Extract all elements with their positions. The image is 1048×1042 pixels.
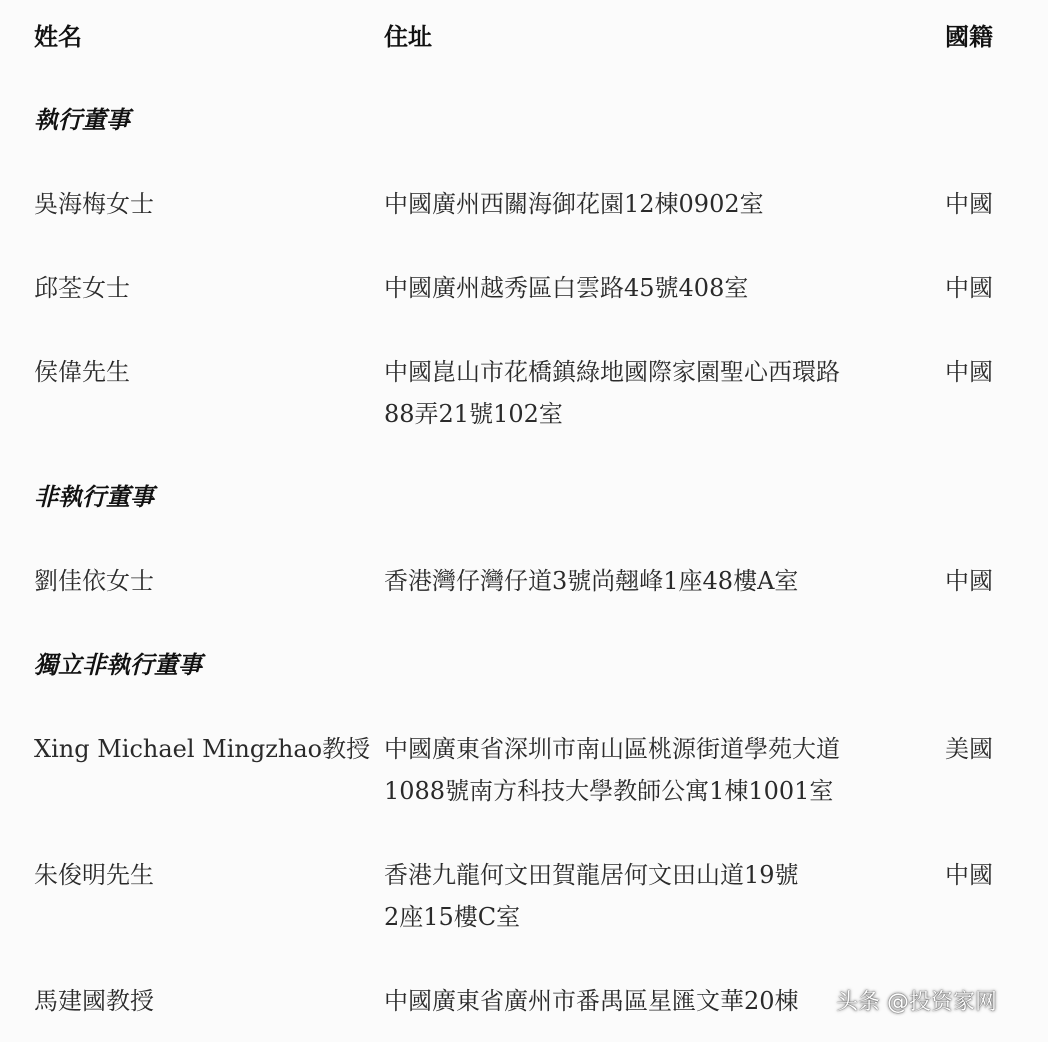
director-name: 劉佳依女士 — [34, 567, 154, 595]
header-nationality: 國籍 — [945, 23, 993, 51]
address-line: 2座15樓C室 — [384, 903, 521, 931]
director-address — [384, 728, 840, 812]
header-name: 姓名 — [34, 23, 82, 51]
section-title-independent: 獨立非執行董事 — [34, 651, 202, 679]
section-title-executive: 執行董事 — [34, 106, 130, 134]
director-name: 朱俊明先生 — [34, 861, 154, 889]
director-nationality: 美國 — [945, 735, 993, 763]
address-line: 中國廣東省深圳市南山區桃源街道學苑大道 — [384, 735, 840, 763]
director-nationality: 中國 — [945, 567, 993, 595]
address-line: 中國廣東省廣州市番禺區星匯文華20棟 — [384, 987, 799, 1015]
director-name: 邱荃女士 — [34, 274, 130, 302]
director-nationality: 中國 — [945, 358, 993, 386]
header-address: 住址 — [384, 23, 432, 51]
director-name: 吳海梅女士 — [34, 190, 154, 218]
director-name: 侯偉先生 — [34, 358, 130, 386]
address-line: 中國廣州西關海御花園12棟0902室 — [384, 190, 764, 218]
director-address — [384, 267, 748, 309]
director-address — [384, 980, 799, 1022]
watermark-text: 头条 @投资家网 — [836, 990, 997, 1015]
director-nationality: 中國 — [945, 861, 993, 889]
section-title-non-executive: 非執行董事 — [34, 483, 154, 511]
address-line: 88弄21號102室 — [384, 400, 563, 428]
address-line: 香港灣仔灣仔道3號尚翹峰1座48樓A室 — [384, 567, 799, 595]
address-line: 中國崑山市花橋鎮綠地國際家園聖心西環路 — [384, 358, 840, 386]
director-address — [384, 183, 764, 225]
director-address — [384, 351, 840, 435]
director-name: 馬建國教授 — [34, 987, 154, 1015]
address-line: 中國廣州越秀區白雲路45號408室 — [384, 274, 749, 302]
director-address — [384, 560, 798, 602]
address-line: 香港九龍何文田賀龍居何文田山道19號 — [384, 861, 799, 889]
director-name: Xing Michael Mingzhao教授 — [34, 735, 371, 763]
address-line: 1088號南方科技大學教師公寓1棟1001室 — [384, 777, 834, 805]
director-nationality: 中國 — [945, 190, 993, 218]
director-address — [384, 854, 799, 938]
director-nationality: 中國 — [945, 274, 993, 302]
